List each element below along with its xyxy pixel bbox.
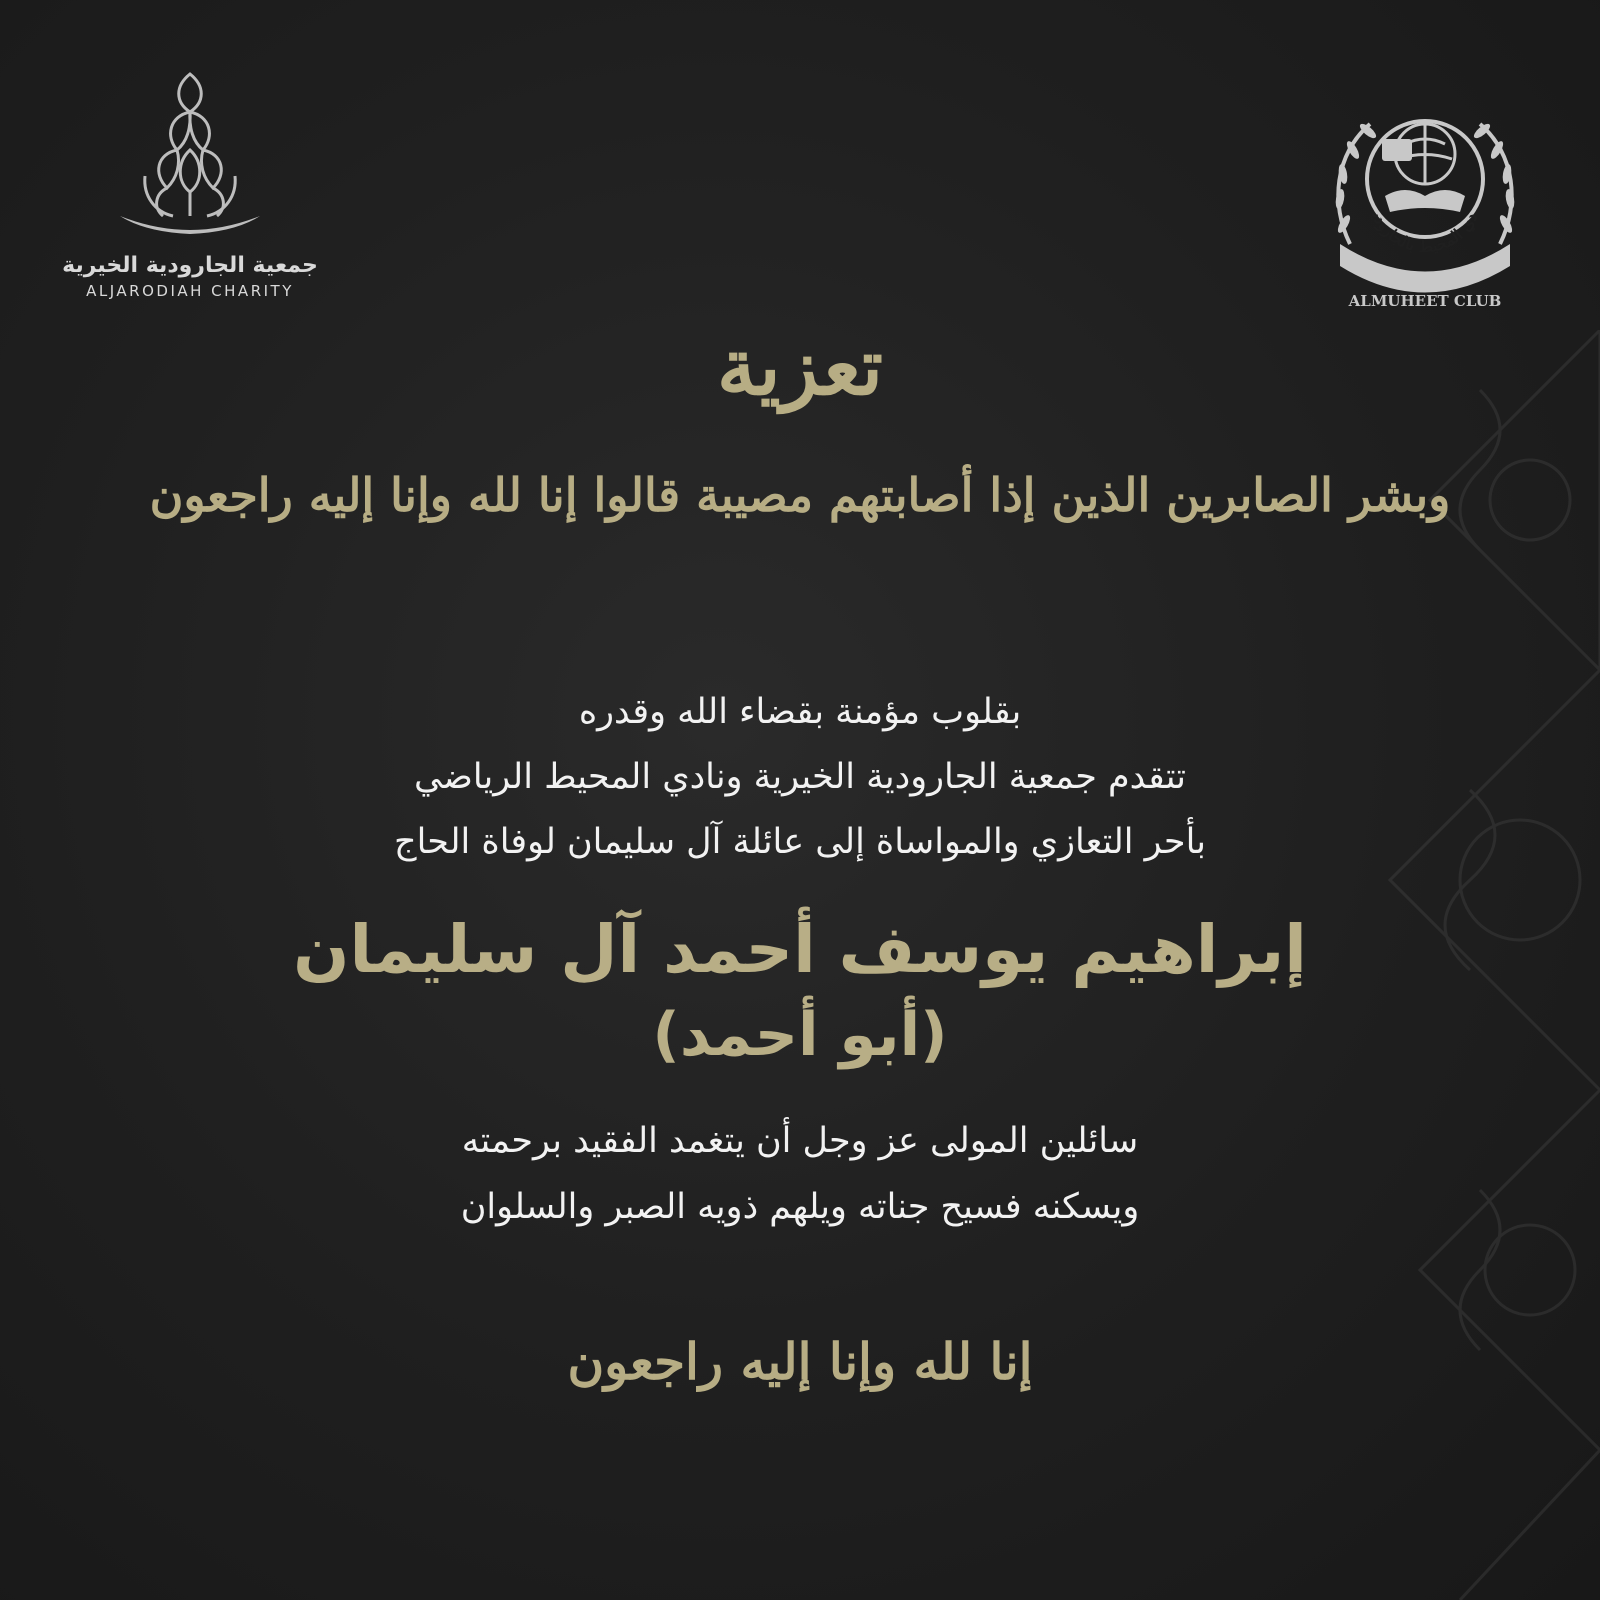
quran-verse: وبشر الصابرين الذين إذا أصابتهم مصيبة قالوا إنا لله وإنا إليه راجعون (149, 468, 1451, 522)
deceased-kunya: (أبو أحمد) (652, 1000, 948, 1070)
prayer-line: سائلين المولى عز وجل أن يتغمد الفقيد برحمته (461, 1121, 1139, 1161)
wheat-boat-icon (115, 66, 265, 246)
intro-line: بأحر التعازي والمواساة إلى عائلة آل سليمان لوفاة الحاج (394, 822, 1206, 862)
prayer-line: ويسكنه فسيح جناته ويلهم ذويه الصبر والسلوان (460, 1187, 1140, 1227)
intro-line: تتقدم جمعية الجارودية الخيرية ونادي المحيط الرياضي (413, 757, 1187, 797)
closing-phrase: إنا لله وإنا إليه راجعون (567, 1332, 1033, 1391)
charity-name-arabic: جمعية الجارودية الخيرية (62, 253, 318, 278)
charity-name-english: ALJARODIAH CHARITY (86, 282, 294, 300)
club-name-english: ALMUHEET CLUB (1348, 292, 1502, 310)
page-title: تعزية (717, 322, 883, 413)
prayer-text (0, 1108, 1600, 1240)
intro-line: بقلوب مؤمنة بقضاء الله وقدره (578, 692, 1022, 732)
charity-logo (60, 66, 320, 326)
club-emblem-icon (1310, 84, 1540, 314)
intro-text (0, 680, 1600, 875)
club-logo (1310, 84, 1540, 314)
svg-text:نادي المحيط بالجارودية (1310, 84, 1481, 256)
deceased-name: إبراهيم يوسف أحمد آل سليمان (293, 911, 1307, 988)
club-name-arabic: دي المحيط بالجارودي (1368, 209, 1482, 257)
